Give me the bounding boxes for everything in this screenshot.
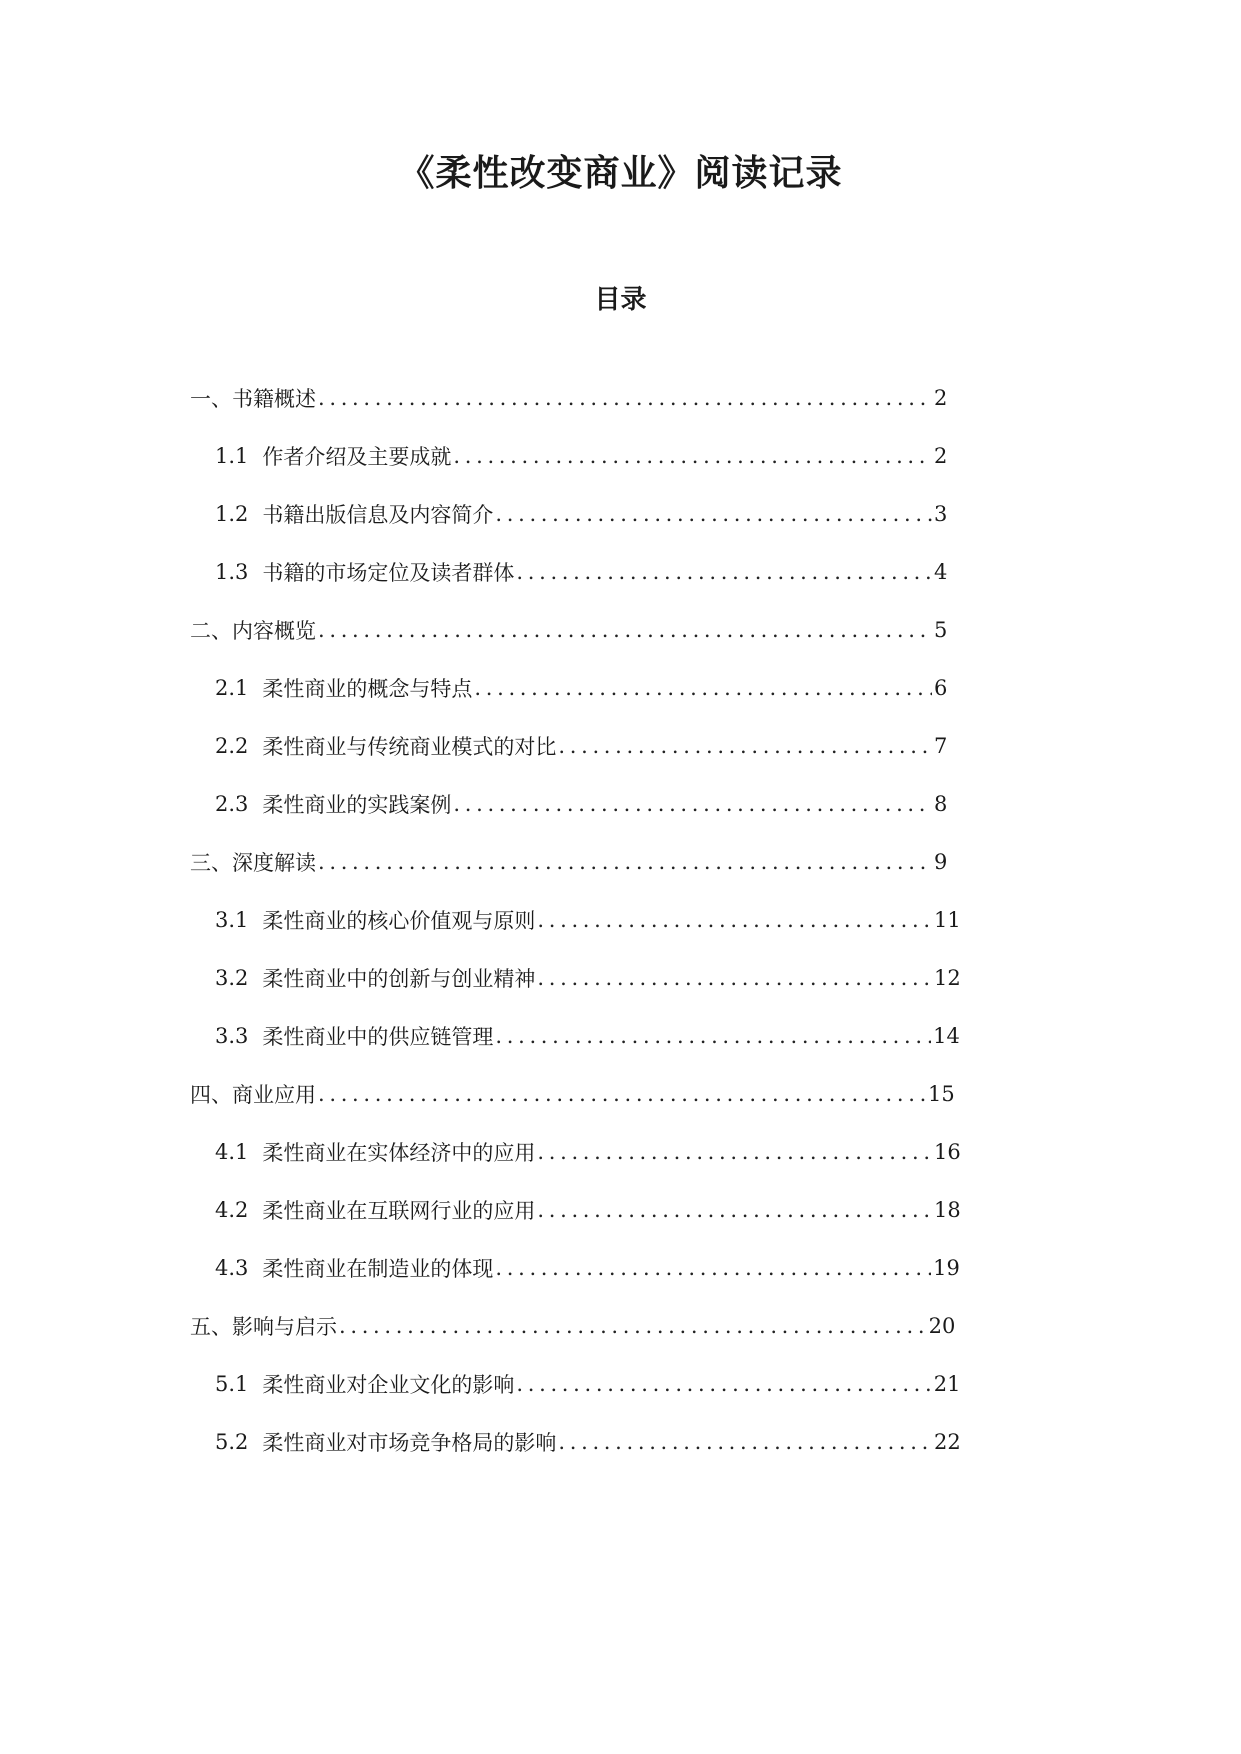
toc-page-number: 16 [934, 1140, 961, 1164]
toc-entry-text: 柔性商业在制造业的体现 [262, 1257, 494, 1281]
toc-entry-number: 2.1 [215, 676, 249, 700]
toc-subsection-entry[interactable] [215, 728, 946, 764]
toc-dot-leader [516, 560, 932, 584]
toc-page-number: 9 [934, 850, 948, 874]
toc-subsection-entry[interactable] [215, 1250, 960, 1286]
toc-entry-text: 柔性商业在实体经济中的应用 [262, 1141, 536, 1165]
document-title: 《柔性改变商业》阅读记录 [398, 152, 843, 194]
toc-page-number: 12 [934, 966, 961, 990]
toc-entry-number: 4.2 [215, 1198, 249, 1222]
toc-page-number: 15 [927, 1082, 955, 1106]
toc-subsection-entry[interactable] [215, 1192, 961, 1228]
toc-entry-text: 二、内容概览 [190, 619, 316, 643]
toc-subsection-entry[interactable] [215, 902, 961, 938]
toc-dot-leader [318, 1082, 926, 1106]
toc-entry-text: 柔性商业与传统商业模式的对比 [262, 735, 557, 759]
toc-subsection-entry[interactable] [215, 1424, 961, 1460]
toc-page-number: 22 [934, 1430, 961, 1454]
toc-page-number: 5 [934, 618, 948, 642]
toc-dot-leader [537, 908, 932, 932]
toc-entry-text: 一、书籍概述 [190, 387, 316, 411]
toc-dot-leader [537, 1198, 932, 1222]
toc-page-number: 8 [934, 792, 948, 816]
toc-dot-leader [318, 850, 932, 874]
toc-subsection-entry[interactable] [215, 554, 946, 590]
toc-page-number: 2 [934, 386, 948, 410]
toc-entry-number: 2.2 [215, 734, 249, 758]
toc-entry-number: 3.3 [215, 1024, 249, 1048]
toc-page-number: 14 [933, 1024, 960, 1048]
toc-entry-text: 柔性商业在互联网行业的应用 [262, 1199, 536, 1223]
toc-page-number: 6 [934, 676, 948, 700]
toc-page-number: 18 [934, 1198, 961, 1222]
toc-dot-leader [537, 966, 932, 990]
toc-entry-text: 作者介绍及主要成就 [262, 445, 452, 469]
toc-heading: 目录 [594, 285, 647, 315]
toc-entry-text: 柔性商业对企业文化的影响 [262, 1373, 515, 1397]
toc-page-number: 7 [934, 734, 948, 758]
toc-section-entry[interactable] [190, 844, 946, 880]
toc-entry-number: 5.1 [215, 1372, 249, 1396]
toc-page-number: 4 [934, 560, 948, 584]
toc-entry-text: 三、深度解读 [190, 851, 316, 875]
toc-entry-number: 3.2 [215, 966, 249, 990]
toc-dot-leader [453, 444, 932, 468]
toc-dot-leader [495, 1256, 931, 1280]
toc-section-entry[interactable] [190, 1076, 955, 1112]
toc-page-number: 3 [934, 502, 948, 526]
toc-dot-leader [453, 792, 932, 816]
toc-entry-text: 柔性商业的概念与特点 [262, 677, 473, 701]
toc-dot-leader [558, 734, 932, 758]
toc-section-entry[interactable] [190, 1308, 956, 1344]
toc-dot-leader [318, 618, 932, 642]
toc-dot-leader [516, 1372, 931, 1396]
toc-entry-text: 书籍出版信息及内容简介 [262, 503, 494, 527]
toc-page-number: 19 [933, 1256, 960, 1280]
toc-subsection-entry[interactable] [215, 960, 961, 996]
toc-dot-leader [318, 386, 932, 410]
toc-page-number: 20 [928, 1314, 956, 1338]
toc-entry-text: 柔性商业的实践案例 [262, 793, 452, 817]
toc-page-number: 2 [934, 444, 948, 468]
toc-entry-number: 4.1 [215, 1140, 249, 1164]
toc-section-entry[interactable] [190, 612, 946, 648]
toc-dot-leader [339, 1314, 927, 1338]
toc-page-number: 11 [934, 908, 961, 932]
toc-entry-text: 书籍的市场定位及读者群体 [262, 561, 515, 585]
toc-subsection-entry[interactable] [215, 496, 946, 532]
toc-entry-number: 4.3 [215, 1256, 249, 1280]
toc-entry-text: 柔性商业中的供应链管理 [262, 1025, 494, 1049]
toc-dot-leader [558, 1430, 932, 1454]
toc-entry-text: 柔性商业的核心价值观与原则 [262, 909, 536, 933]
toc-subsection-entry[interactable] [215, 1134, 961, 1170]
toc-entry-number: 2.3 [215, 792, 249, 816]
toc-entry-text: 五、影响与启示 [190, 1315, 337, 1339]
toc-entry-number: 1.1 [215, 444, 249, 468]
toc-subsection-entry[interactable] [215, 438, 946, 474]
toc-entry-number: 1.3 [215, 560, 249, 584]
toc-subsection-entry[interactable] [215, 786, 946, 822]
toc-dot-leader [495, 502, 932, 526]
toc-entry-number: 3.1 [215, 908, 249, 932]
toc-dot-leader [495, 1024, 931, 1048]
toc-entry-number: 5.2 [215, 1430, 249, 1454]
toc-section-entry[interactable] [190, 380, 946, 416]
toc-page-number: 21 [933, 1372, 961, 1396]
toc-entry-number: 1.2 [215, 502, 249, 526]
toc-dot-leader [474, 676, 932, 700]
toc-subsection-entry[interactable] [215, 670, 946, 706]
toc-subsection-entry[interactable] [215, 1366, 961, 1402]
toc-entry-text: 四、商业应用 [190, 1083, 316, 1107]
toc-entry-text: 柔性商业中的创新与创业精神 [262, 967, 536, 991]
toc-entry-text: 柔性商业对市场竞争格局的影响 [262, 1431, 557, 1455]
toc-subsection-entry[interactable] [215, 1018, 960, 1054]
toc-dot-leader [537, 1140, 932, 1164]
